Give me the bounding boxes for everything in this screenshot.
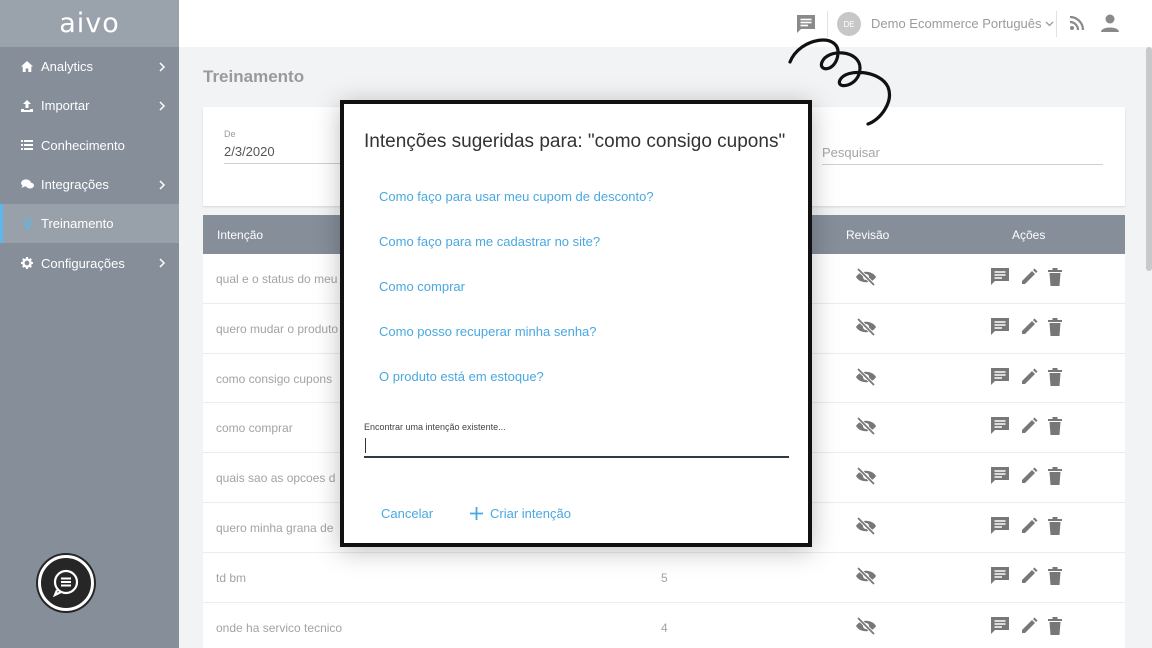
comment-icon[interactable] [989,566,1011,589]
comment-icon[interactable] [989,267,1011,290]
row-actions [989,566,1063,589]
account-selector[interactable] [871,16,1054,31]
table-row[interactable] [203,553,1125,603]
row-actions [989,466,1063,489]
aivo-logo[interactable]: aivo [0,0,179,47]
create-intent-label: Criar intenção [490,506,571,521]
delete-icon[interactable] [1047,416,1063,439]
sidebar-nav [0,47,179,283]
sidebar-item-analytics[interactable] [0,47,179,86]
scribble-decoration [780,32,900,132]
edit-icon[interactable] [1019,367,1039,390]
column-header-review[interactable]: Revisão [846,228,890,242]
suggestion-item[interactable]: Como faço para me cadastrar no site? [379,234,601,249]
count-cell: 5 [661,570,668,585]
suggested-intents-dialog [340,100,812,547]
cancel-button-label: Cancelar [381,506,434,521]
delete-icon[interactable] [1047,566,1063,589]
row-actions [989,267,1063,290]
intent-cell: td bm [216,570,247,585]
review-visibility-icon[interactable] [855,616,877,639]
chevron-right-icon [158,180,166,190]
sidebar-item-treinamento[interactable] [0,204,179,243]
comment-icon[interactable] [989,616,1011,639]
review-visibility-icon[interactable] [855,317,877,340]
delete-icon[interactable] [1047,267,1063,290]
intent-cell: como comprar [216,421,293,436]
column-header-actions: Ações [1012,228,1046,242]
edit-icon[interactable] [1019,317,1039,340]
chevron-right-icon [158,101,166,111]
intent-cell: quais sao as opcoes d [216,471,336,486]
chevron-down-icon [1045,21,1054,27]
edit-icon[interactable] [1019,516,1039,539]
row-actions [989,317,1063,340]
sidebar-item-label: Treinamento [41,216,114,232]
intent-cell: onde ha servico tecnico [216,620,343,635]
column-header-intent[interactable]: Intenção [217,228,264,242]
row-actions [989,616,1063,639]
review-visibility-icon[interactable] [855,416,877,439]
plus-icon [469,506,484,521]
dialog-title: Intenções sugeridas para: "como consigo cupons" [364,131,786,152]
delete-icon[interactable] [1047,367,1063,390]
comment-icon[interactable] [989,367,1011,390]
suggestion-item[interactable]: O produto está em estoque? [379,369,544,384]
list-icon [20,140,34,150]
intent-cell: qual e o status do meu [216,272,338,286]
review-visibility-icon[interactable] [855,466,877,489]
sidebar-item-label: Integrações [41,177,109,193]
sidebar-item-conhecimento[interactable] [0,126,179,165]
delete-icon[interactable] [1047,516,1063,539]
review-visibility-icon[interactable] [855,516,877,539]
header-divider [1056,11,1057,37]
search-input[interactable]: Pesquisar [822,145,1103,165]
avatar[interactable]: DE [837,12,861,36]
row-actions [989,416,1063,439]
edit-icon[interactable] [1019,267,1039,290]
table-row[interactable] [203,603,1125,648]
intent-search-input[interactable] [364,434,789,458]
chat-icon [51,568,81,598]
chevron-right-icon [158,258,166,268]
cancel-button[interactable] [381,506,433,521]
sidebar-item-label: Analytics [41,59,94,75]
delete-icon[interactable] [1047,317,1063,340]
gear-icon [20,257,34,269]
row-actions [989,367,1063,390]
delete-icon[interactable] [1047,466,1063,489]
count-cell: 4 [661,620,668,635]
home-icon [20,61,34,72]
page-title: Treinamento [203,67,305,86]
intent-cell: quero mudar o produto [216,321,339,336]
chat-bubbles-icon [20,179,34,190]
edit-icon[interactable] [1019,566,1039,589]
sidebar-item-importar[interactable] [0,86,179,125]
sidebar [0,0,179,648]
intent-cell: como consigo cupons [216,371,333,386]
review-visibility-icon[interactable] [855,566,877,589]
review-visibility-icon[interactable] [855,267,877,290]
create-intent-button[interactable] [469,506,571,521]
suggestion-item[interactable]: Como comprar [379,279,465,294]
text-caret [365,438,366,453]
row-actions [989,516,1063,539]
lightbulb-icon [20,218,34,230]
upload-icon [20,100,34,112]
intent-cell: quero minha grana de [216,520,334,535]
date-field[interactable]: 2/3/2020 [224,144,354,164]
rss-icon[interactable] [1069,15,1085,36]
account-name: Demo Ecommerce Português [871,16,1042,31]
edit-icon[interactable] [1019,466,1039,489]
comment-icon[interactable] [989,466,1011,489]
user-icon[interactable] [1100,13,1120,38]
sidebar-item-label: Importar [41,98,90,114]
chat-widget-button[interactable] [38,555,94,611]
edit-icon[interactable] [1019,416,1039,439]
comment-icon[interactable] [989,516,1011,539]
sidebar-item-label: Configurações [41,255,125,271]
delete-icon[interactable] [1047,616,1063,639]
sidebar-item-integracoes[interactable] [0,165,179,204]
review-visibility-icon[interactable] [855,367,877,390]
sidebar-item-label: Conhecimento [41,137,125,153]
chevron-right-icon [158,62,166,72]
comment-icon[interactable] [989,416,1011,439]
date-label: De [224,129,236,139]
edit-icon[interactable] [1019,616,1039,639]
suggestion-item[interactable]: Como posso recuperar minha senha? [379,324,597,339]
suggestion-item[interactable]: Como faço para usar meu cupom de desconto? [379,189,654,204]
top-header [179,0,1152,47]
comment-icon[interactable] [989,317,1011,340]
scrollbar[interactable] [1146,47,1152,271]
sidebar-item-configuracoes[interactable] [0,243,179,282]
intent-search-label: Encontrar uma intenção existente... [364,422,506,432]
